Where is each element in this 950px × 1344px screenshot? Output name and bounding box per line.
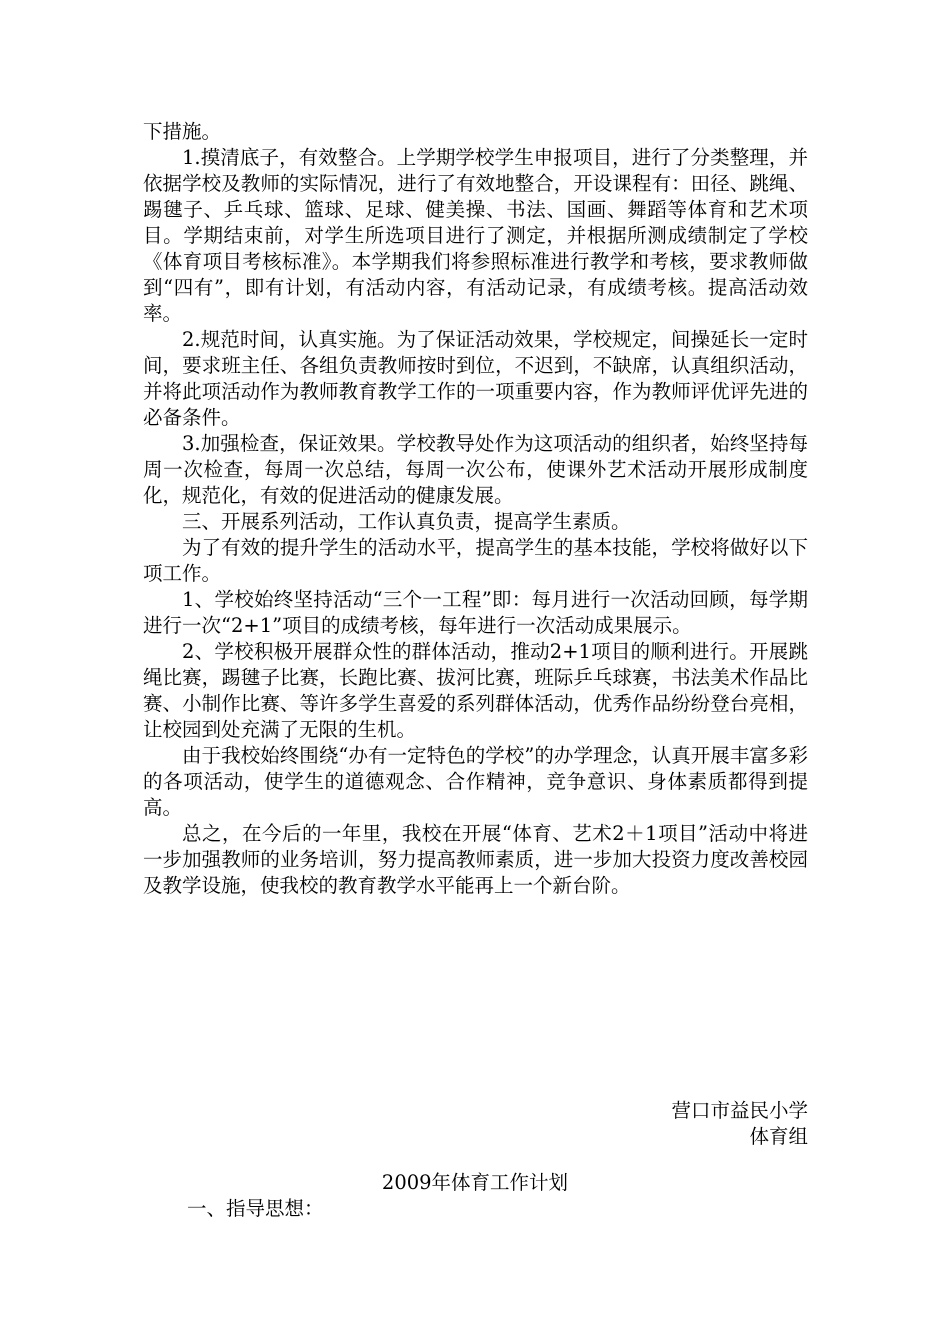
paragraph-item-2: 2、学校积极开展群众性的群体活动，推动2+1项目的顺利进行。开展跳绳比赛，踢毽子比赛，长跑比赛、拔河比赛，班际乒乓球赛，书法美术作品比赛、小制作比赛、等许多学生喜爱的系列群体活动，优秀作品纷纷登台亮相，让校园到处充满了无限的生机。	[143, 640, 808, 741]
paragraph-measure-3: 3.加强检查，保证效果。学校教导处作为这项活动的组织者，始终坚持每周一次检查，每周一次总结，每周一次公布，使课外艺术活动开展形成制度化，规范化，有效的促进活动的健康发展。	[143, 432, 808, 507]
next-plan-heading: 一、指导思想：	[187, 1197, 324, 1220]
section-heading-3: 三、开展系列活动，工作认真负责，提高学生素质。	[182, 510, 631, 533]
paragraph-conclusion: 总之，在今后的一年里，我校在开展“体育、艺术2＋1项目”活动中将进一步加强教师的业务培训，努力提高教师素质，进一步加大投资力度改善校园及教学设施，使我校的教育教学水平能再上一个新台阶。	[143, 822, 808, 897]
body-text	[143, 119, 808, 899]
signature-school: 营口市益民小学	[671, 1099, 808, 1122]
next-plan-title: 2009年体育工作计划	[381, 1171, 569, 1194]
paragraph-measure-1: 1.摸清底子，有效整合。上学期学校学生申报项目，进行了分类整理，并依据学校及教师的实际情况，进行了有效地整合，开设课程有：田径、跳绳、踢毽子、乒乓球、篮球、足球、健美操、书法、国画、舞蹈等体育和艺术项目。学期结束前，对学生所选项目进行了测定，并根据所测成绩制定了学校《体育项目考核标准》。本学期我们将参照标准进行教学和考核，要求教师做到“四有”，即有计划，有活动内容，有活动记录，有成绩考核。提高活动效率。	[143, 146, 808, 325]
paragraph-result: 由于我校始终围绕“办有一定特色的学校”的办学理念，认真开展丰富多彩的各项活动，使学生的道德观念、合作精神，竞争意识、身体素质都得到提高。	[143, 744, 808, 819]
signature-block	[671, 1098, 808, 1150]
paragraph-measure-2: 2.规范时间，认真实施。为了保证活动效果，学校规定，间操延长一定时间，要求班主任、各组负责教师按时到位，不迟到，不缺席，认真组织活动，并将此项活动作为教师教育教学工作的一项重要内容，作为教师评优评先进的必备条件。	[143, 328, 808, 429]
paragraph-item-1: 1、学校始终坚持活动“三个一工程”即：每月进行一次活动回顾，每学期进行一次“2+1”项目的成绩考核，每年进行一次活动成果展示。	[143, 588, 808, 637]
signature-group: 体育组	[749, 1125, 808, 1148]
paragraph-section-3-intro: 为了有效的提升学生的活动水平，提高学生的基本技能，学校将做好以下项工作。	[143, 536, 808, 585]
paragraph-intro-tail: 下措施。	[143, 120, 222, 143]
